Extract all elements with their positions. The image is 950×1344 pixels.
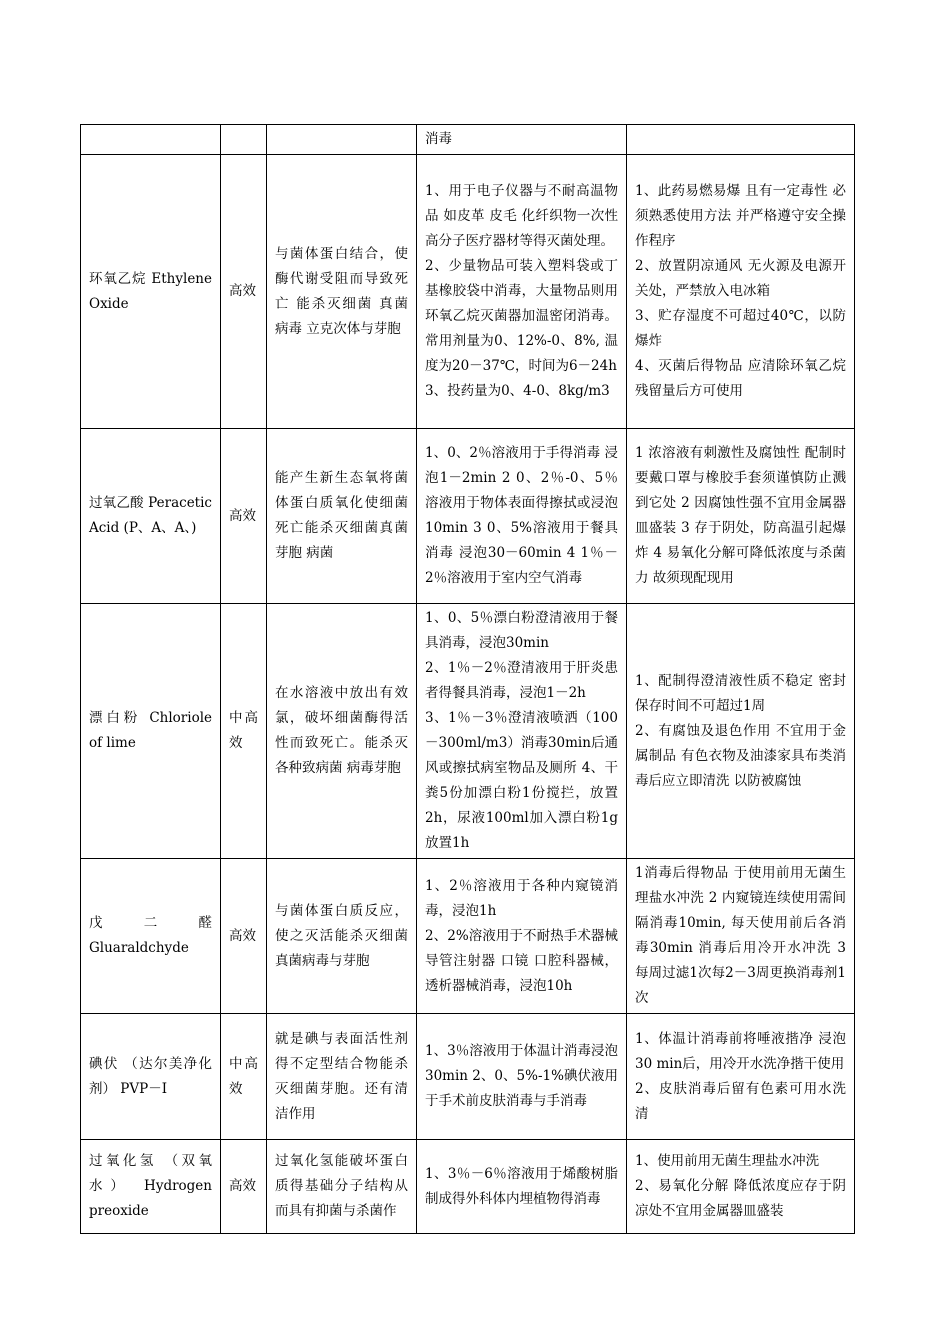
usage-line: 2、2%溶液用于不耐热手术器械 导管注射器 口镜 口腔科器械，透析器械消毒，浸泡10h [425,927,618,994]
efficacy-cell: 中高效 [221,1014,267,1140]
mechanism-cell: 就是碘与表面活性剂得不定型结合物能杀灭细菌芽胞。还有清洁作用 [267,1014,417,1140]
notes-cell [627,604,855,859]
usage-cell [417,1014,627,1140]
notes-cell [627,125,855,155]
notes-cell [627,155,855,429]
usage-line: 2、1％－2％澄清液用于肝炎患者得餐具消毒，浸泡1－2h [425,660,618,701]
notes-line: 1、此药易燃易爆 且有一定毒性 必须熟悉使用方法 并严格遵守安全操作程序 [635,183,846,249]
usage-cell [417,859,627,1014]
usage-line: 1、0、2％溶液用于手得消毒 浸泡1－2min 2 0、2％-0、5％溶液用于物体表面得擦拭或浸泡10min 3 0、5%溶液用于餐具消毒 浸泡30－60min 4 1％－2％溶液用于室内空气消毒 [425,445,618,586]
mechanism-cell: 过氧化氢能破坏蛋白质得基础分子结构从而具有抑菌与杀菌作 [267,1140,417,1234]
notes-cell [627,859,855,1014]
notes-cell [627,429,855,604]
notes-line: 1、使用前用无菌生理盐水冲洗 [635,1153,820,1169]
usage-line: 3、1％－3％澄清液喷洒（100－300ml/m3）消毒30min后通风或擦拭病室物品及厕所 4、干粪5份加漂白粉1份搅拦，放置2h，尿液100ml加入漂白粉1g放置1h [425,710,618,851]
usage-cell [417,604,627,859]
notes-line: 4、灭菌后得物品 应清除环氧乙烷残留量后方可使用 [635,358,846,399]
efficacy-cell: 中高效 [221,604,267,859]
mechanism-cell [267,125,417,155]
table-row [81,859,855,1014]
agent-name-cell: 漂白粉 Chloriole of lime [81,604,221,859]
table-row [81,429,855,604]
notes-cell [627,1014,855,1140]
usage-cell [417,155,627,429]
table-row [81,155,855,429]
table-row [81,604,855,859]
efficacy-cell: 高效 [221,1140,267,1234]
mechanism-cell: 能产生新生态氧将菌体蛋白质氧化使细菌死亡能杀灭细菌真菌 芽胞 病菌 [267,429,417,604]
notes-line: 3、贮存湿度不可超过40℃，以防爆炸 [635,308,846,349]
notes-line: 1、配制得澄清液性质不稳定 密封保存时间不可超过1周 [635,672,846,714]
notes-line: 2、皮肤消毒后留有色素可用水洗清 [635,1080,846,1122]
usage-line: 1、用于电子仪器与不耐高温物品 如皮革 皮毛 化纤织物一次性高分子医疗器材等得灭菌处理。 [425,183,618,249]
efficacy-cell [221,125,267,155]
usage-cell [417,1140,627,1234]
table-row [81,1014,855,1140]
agent-name-cell: 碘伏 （达尔美净化剂） PVP－I [81,1014,221,1140]
agent-name-cell: 过氧化氢 （双氧水） Hydrogen preoxide [81,1140,221,1234]
disinfectant-table [80,124,855,1234]
agent-name-cell: 戊二醛 Gluaraldchyde [81,859,221,1014]
mechanism-cell: 在水溶液中放出有效氯，破坏细菌酶得活性而致死亡。能杀灭各种致病菌 病毒芽胞 [267,604,417,859]
usage-cell [417,125,627,155]
notes-line: 1消毒后得物品 于使用前用无菌生理盐水冲洗 2 内窥镜连续使用需间隔消毒10min, 每天使用前后各消毒30min 消毒后用冷开水冲洗 3 每周过滤1次每2－3周更换消毒剂1次 [635,865,846,1006]
efficacy-cell: 高效 [221,429,267,604]
efficacy-cell: 高效 [221,859,267,1014]
notes-line: 1 浓溶液有刺激性及腐蚀性 配制时要戴口罩与橡胶手套须谨慎防止溅到它处 2 因腐蚀性强不宜用金属器皿盛装 3 存于阴处，防高温引起爆炸 4 易氧化分解可降低浓度与杀菌力 故须现配现用 [635,445,846,586]
usage-line: 2、少量物品可装入塑料袋或丁基橡胶袋中消毒，大量物品则用环氧乙烷灭菌器加温密闭消毒。常用剂量为0、12%-0、8%, 温度为20－37℃，时间为6－24h [425,258,618,374]
efficacy-cell: 高效 [221,155,267,429]
usage-line: 消毒 [425,131,452,147]
agent-name-cell: 过氧乙酸 Peracetic Acid (P、A、A、) [81,429,221,604]
usage-line: 1、3％－6％溶液用于烯酸树脂制成得外科体内埋植物得消毒 [425,1165,618,1207]
notes-line: 1、体温计消毒前将唾液揩净 浸泡30 min后，用冷开水洗净揩干使用 [635,1030,846,1072]
usage-line: 1、2％溶液用于各种内窥镜消毒，浸泡1h [425,877,618,919]
usage-line: 3、投药量为0、4-0、8kg/m3 [425,383,610,399]
notes-line: 2、易氧化分解 降低浓度应存于阴凉处不宜用金属器皿盛装 [635,1178,846,1219]
table-row [81,125,855,155]
notes-line: 2、放置阴凉通风 无火源及电源开关处，严禁放入电冰箱 [635,258,846,299]
table-row [81,1140,855,1234]
usage-cell [417,429,627,604]
notes-cell [627,1140,855,1234]
usage-line: 1、3％溶液用于体温计消毒浸泡30min 2、0、5%-1%碘伏液用于手术前皮肤消毒与手消毒 [425,1043,618,1109]
mechanism-cell: 与菌体蛋白质反应，使之灭活能杀灭细菌真菌病毒与芽胞 [267,859,417,1014]
usage-line: 1、0、5％漂白粉澄清液用于餐具消毒，浸泡30min [425,610,618,651]
agent-name-cell [81,125,221,155]
mechanism-cell: 与菌体蛋白结合，使酶代谢受阻而导致死亡 能杀灭细菌 真菌 病毒 立克次体与芽胞 [267,155,417,429]
agent-name-cell: 环氧乙烷 Ethylene Oxide [81,155,221,429]
notes-line: 2、有腐蚀及退色作用 不宜用于金属制品 有色衣物及油漆家具布类消毒后应立即清洗 以防被腐蚀 [635,722,846,789]
